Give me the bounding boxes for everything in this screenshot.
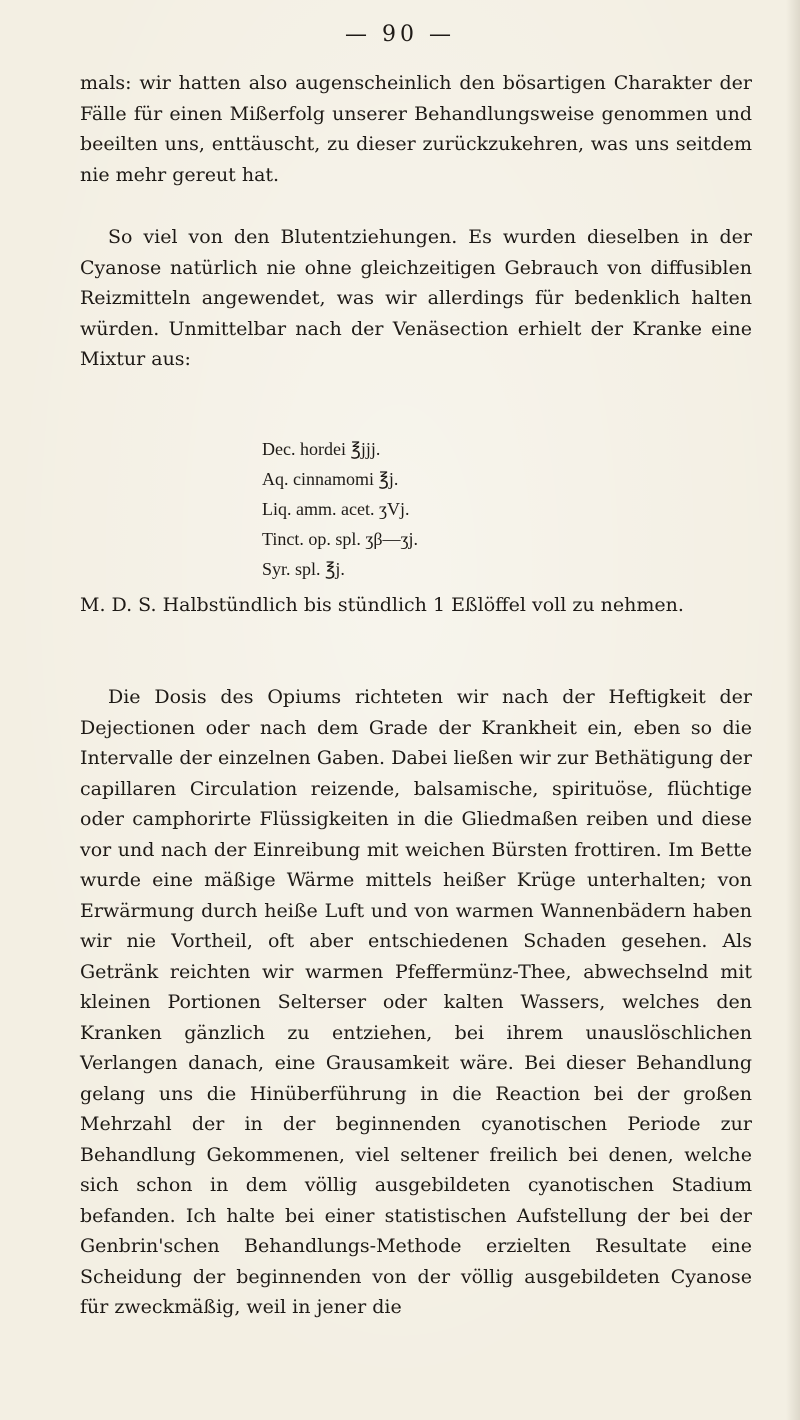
prescription-line: Aq. cinnamomi ℥j. — [262, 469, 399, 489]
prescription-line: Liq. amm. acet. ʒVj. — [262, 499, 410, 519]
paragraph-1: mals: wir hatten also augenscheinlich den bösartigen Charakter der Fälle für einen Mißerfolg unserer Behandlungsweise genommen und beeilten uns, enttäuscht, zu dieser zurückzukehren, was uns seitdem nie mehr gereut hat. — [80, 72, 752, 186]
prescription-block — [262, 434, 418, 584]
prescription-line: Syr. spl. ℥j. — [262, 559, 345, 579]
prescription-line: Dec. hordei ℥jjj. — [262, 439, 381, 459]
page-edge-shadow — [786, 0, 800, 1420]
paragraph-4 — [80, 682, 752, 1323]
paragraph-2 — [80, 222, 752, 375]
paragraph-2-text: So viel von den Blutentziehungen. Es wurden dieselben in der Cyanose natürlich nie ohne gleichzeitigen Gebrauch von diffusiblen Reizmitteln angewendet, was wir allerdings für bedenklich halten würden. Unmittelbar nach der Venäsection erhielt der Kranke eine Mixtur aus: — [80, 226, 752, 370]
prescription-line: Tinct. op. spl. ʒβ—ʒj. — [262, 529, 418, 549]
paragraph-3: M. D. S. Halbstündlich bis stündlich 1 Eßlöffel voll zu nehmen. — [80, 594, 684, 616]
page-number: — 90 — — [345, 22, 455, 47]
paragraph-4-text: Die Dosis des Opiums richteten wir nach der Heftigkeit der Dejectionen oder nach dem Grade der Krankheit ein, eben so die Intervalle der einzelnen Gaben. Dabei ließen wir zur Bethätigung der capillaren Circulation reizende, balsamische, spirituöse, flüchtige oder camphorirte Flüssigkeiten in die Gliedmaßen reiben und diese vor und nach der Einreibung mit weichen Bürsten frottiren. Im Bette wurde eine mäßige Wärme mittels heißer Krüge unterhalten; von Erwärmung durch heiße Luft und von warmen Wannenbädern haben wir nie Vortheil, oft aber entschiedenen Schaden gesehen. Als Getränk reichten wir warmen Pfeffermünz-Thee, abwechselnd mit kleinen Portionen Selterser oder kalten Wassers, welches den Kranken gänzlich zu entziehen, bei ihrem unauslöschlichen Verlangen danach, eine Grausamkeit wäre. Bei dieser Behandlung gelang uns die Hinüberführung in die Reaction bei der großen Mehrzahl der in der beginnenden cyanotischen Periode zur Behandlung Gekommenen, viel seltener freilich bei denen, welche sich schon in dem völlig ausgebildeten cyanotischen Stadium befanden. Ich halte bei einer statistischen Aufstellung der bei der Genbrin'schen Behandlungs-Methode erzielten Resultate eine Scheidung der beginnenden von der völlig ausgebildeten Cyanose für zweckmäßig, weil in jener die — [80, 686, 752, 1318]
